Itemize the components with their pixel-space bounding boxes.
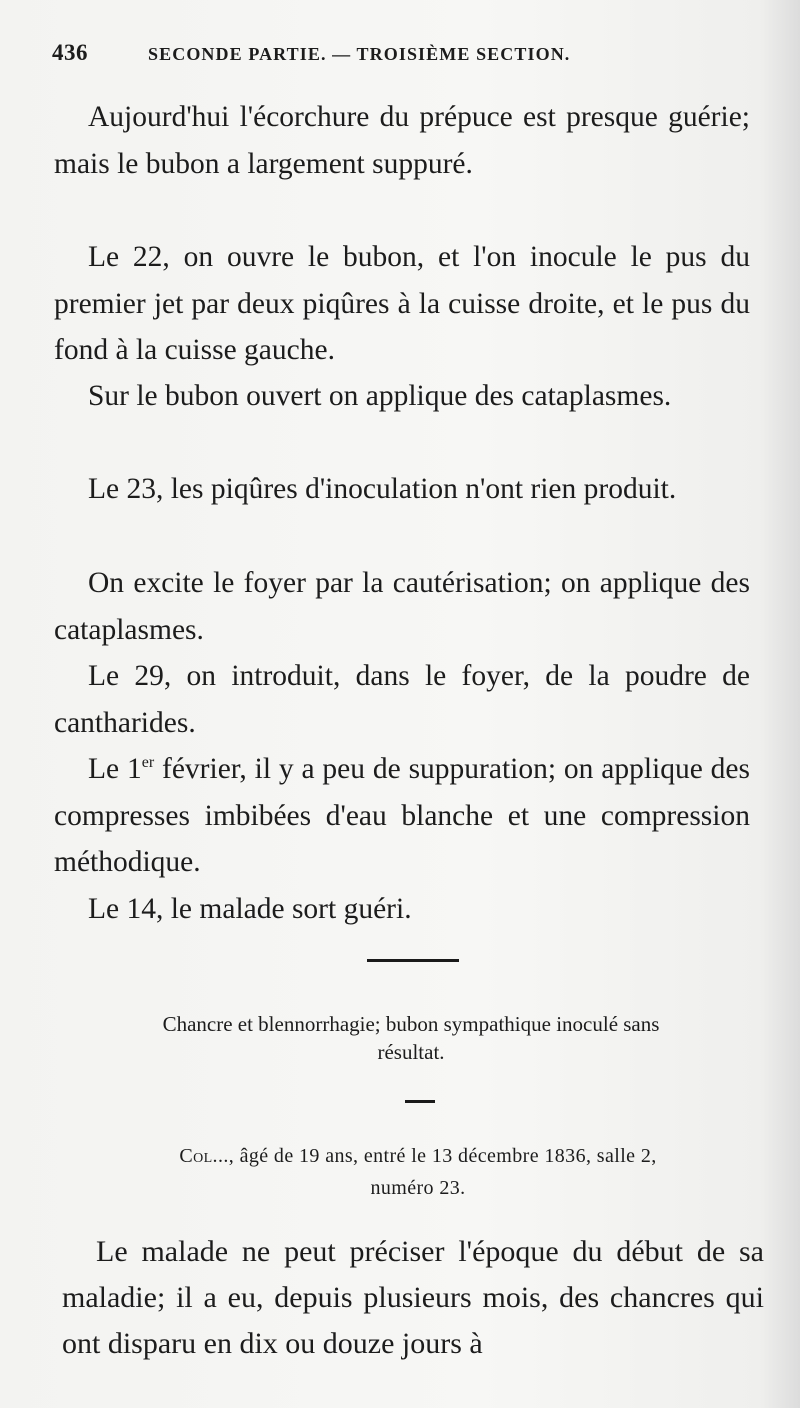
paragraph-1: Aujourd'hui l'écorchure du prépuce est presque guérie; mais le bubon a largement suppuré. (54, 101, 750, 180)
paragraph-7-rest: février, il y a peu de suppuration; on applique des compresses imbibées d'eau blanche et une compression méthodique. (54, 753, 750, 878)
case-title-line-2: résultat. (377, 1040, 445, 1064)
section-divider (367, 959, 459, 962)
paragraph-7 (54, 746, 750, 886)
patient-info (88, 1140, 748, 1204)
patient-details: , âgé de 19 ans, entré le 13 décembre 1836, salle 2, (228, 1145, 657, 1167)
paragraph-6: Le 29, on introduit, dans le foyer, de la poudre de cantharides. (54, 660, 750, 739)
page-number: 436 (52, 40, 88, 65)
case-title-line-1: Chancre et blennorrhagie; bubon sympathique inoculé sans (162, 1012, 660, 1036)
paragraph-4: Le 23, les piqûres d'inoculation n'ont rien produit. (88, 473, 677, 505)
case-title (86, 1010, 736, 1066)
patient-name: Col... (179, 1145, 229, 1167)
short-divider (405, 1100, 435, 1103)
page-header (52, 40, 672, 74)
paragraph-2: Le 22, on ouvre le bubon, et l'on inocule le pus du premier jet par deux piqûres à la cuisse droite, et le pus du fond à la cuisse gauche. (54, 241, 750, 366)
paragraph-8: Le 14, le malade sort guéri. (88, 893, 412, 925)
paragraph-3: Sur le bubon ouvert on applique des cataplasmes. (88, 380, 672, 412)
patient-room-number: numéro 23. (370, 1177, 466, 1199)
final-paragraph: Le malade ne peut préciser l'époque du début de sa maladie; il a eu, depuis plusieurs mois, des chancres qui ont disparu en dix ou douze jours à (62, 1235, 764, 1360)
running-head: SECONDE PARTIE. — TROISIÈME SECTION. (148, 44, 571, 64)
paragraph-5: On excite le foyer par la cautérisation; on applique des cataplasmes. (54, 567, 750, 646)
ordinal-superscript: er (141, 754, 155, 771)
paragraph-7-start: Le 1 (88, 753, 142, 785)
